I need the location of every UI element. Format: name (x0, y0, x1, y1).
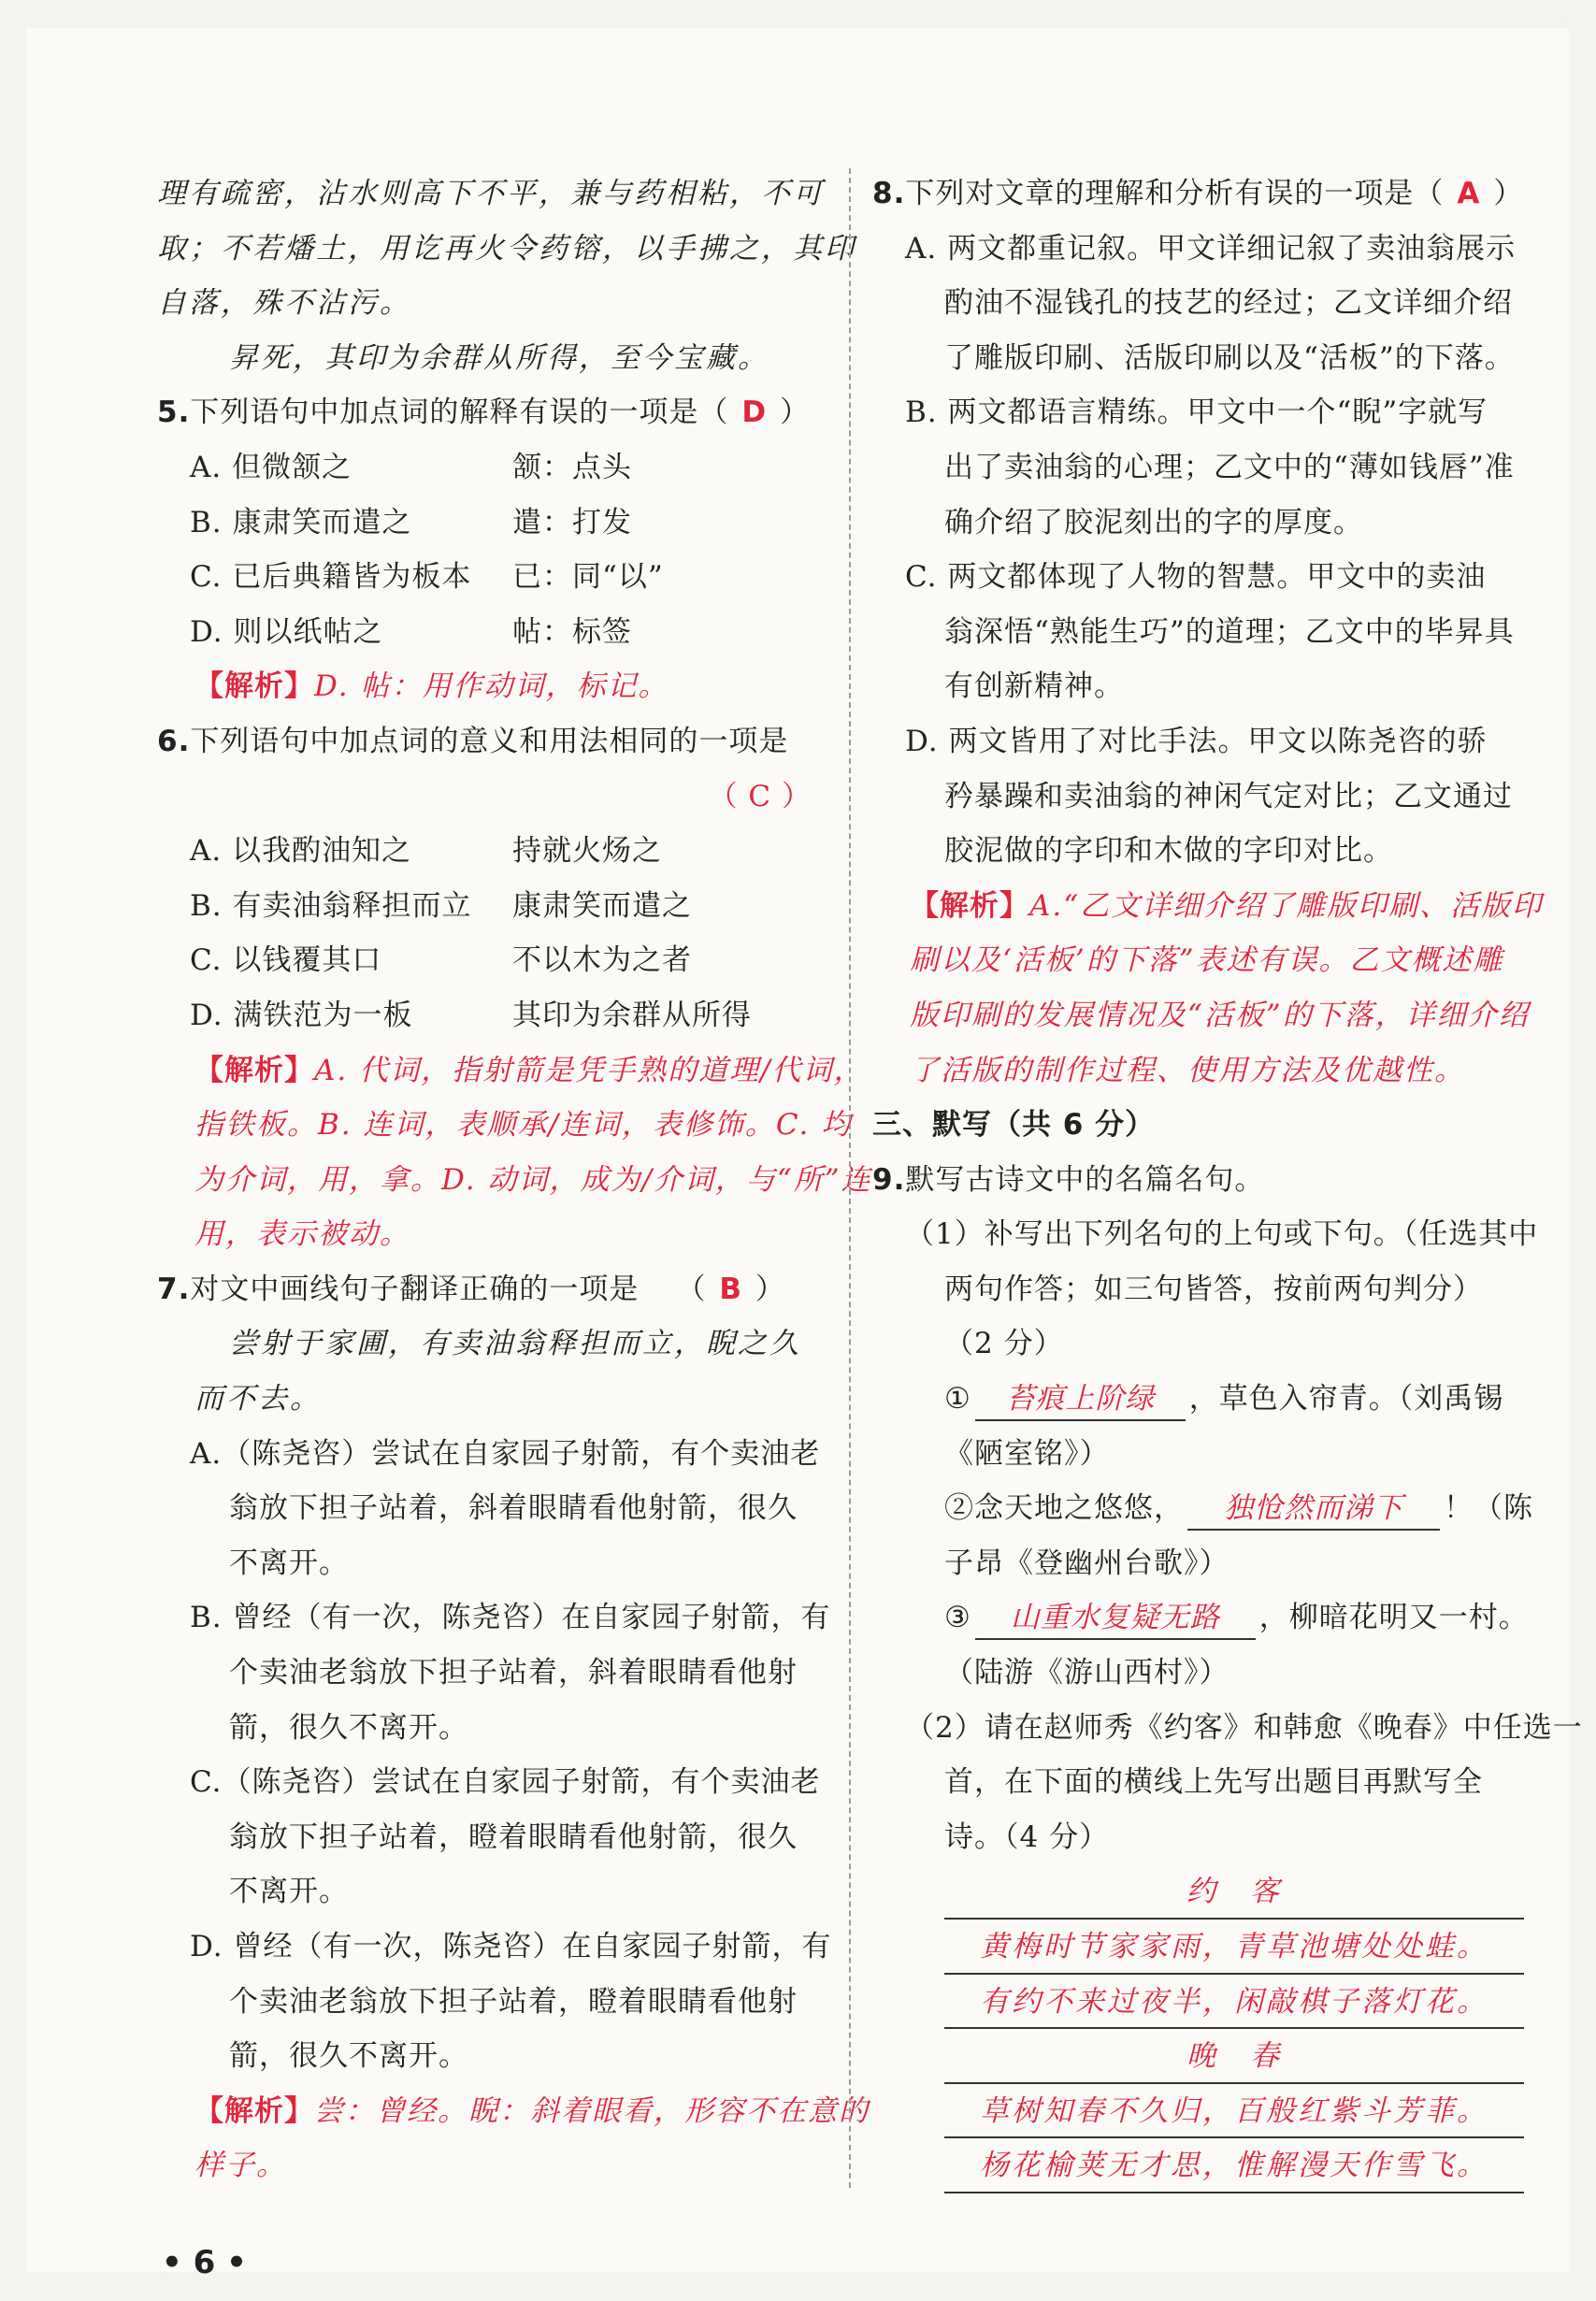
left-column (157, 166, 872, 2193)
option-text: B. 康肃笑而遣之 (190, 505, 412, 539)
option-line: B. 曾经（有一次，陈尧咨）在自家园子射箭，有 (190, 1601, 831, 1635)
subquestion-line: 首，在下面的横线上先写出题目再默写全 (944, 1765, 1483, 1800)
analysis-line (157, 1043, 865, 1099)
passage-line: 昇死，其印为余群从所得，至今宝藏。 (229, 340, 769, 375)
option-line: 有创新精神。 (944, 669, 1124, 704)
option-gloss: 遣：打发 (512, 505, 632, 539)
question-6-stem (157, 714, 830, 769)
answer-line (157, 769, 830, 825)
question-9-stem (872, 1153, 1541, 1208)
passage-line: 自落，殊不沾污。 (157, 286, 411, 321)
analysis-tag: 【解析】 (910, 888, 1029, 923)
option-gloss: 康肃笑而遣之 (512, 888, 692, 923)
option-text: C. 已后典籍皆为板本 (190, 560, 472, 595)
question-number: 6. (157, 724, 191, 758)
analysis-text: A.“乙文详细介绍了雕版印刷、活版印 (1029, 888, 1544, 923)
option-line: 翁深悟“熟能生巧”的道理；乙文中的毕昇具 (944, 614, 1515, 649)
page-number: • 6 • (162, 2244, 247, 2281)
option-line: 翁放下担子站着，斜着眼睛看他射箭，很久 (229, 1491, 798, 1526)
option-line: A. 两文都重记叙。甲文详细记叙了卖油翁展示 (905, 231, 1517, 266)
fill-blank: 苔痕上阶绿 (975, 1378, 1186, 1421)
paren-close: ） (1493, 177, 1524, 210)
poem-line: 杨花榆荚无才思，惟解漫天作雪飞。 (944, 2138, 1524, 2193)
option-row (157, 824, 830, 879)
option-text: D. 满铁范为一板 (190, 998, 413, 1032)
item-prefix: ②念天地之悠悠， (944, 1491, 1184, 1526)
analysis-line: 用，表示被动。 (194, 1217, 410, 1252)
analysis-tag: 【解析】 (194, 669, 314, 704)
analysis-line: 刷以及‘活板’的下落”表述有误。乙文概述雕 (910, 943, 1504, 978)
item-suffix: ！（陈 (1444, 1491, 1533, 1526)
poem-line: 草树知春不久归，百般红紫斗芳菲。 (944, 2084, 1524, 2139)
option-row (157, 879, 830, 934)
option-line: 不离开。 (229, 1546, 349, 1580)
question-7-stem (157, 1262, 830, 1317)
answer-mark: B (719, 1272, 742, 1306)
analysis-line: 版印刷的发展情况及“活板”的下落，详细介绍 (910, 998, 1530, 1032)
option-line: 不离开。 (229, 1875, 349, 1909)
item-source: （陆游《游山西村》） (944, 1656, 1229, 1690)
option-line: 箭，很久不离开。 (229, 1710, 468, 1745)
option-gloss: 帖：标签 (512, 614, 632, 649)
analysis-line: 指铁板。B. 连词，表顺承/连词，表修饰。C. 均 (194, 1108, 853, 1143)
passage-line: 理有疏密，沾水则高下不平，兼与药相粘，不可 (157, 177, 825, 210)
option-gloss: 颔：点头 (512, 450, 632, 484)
analysis-line (157, 659, 830, 714)
option-row (157, 605, 830, 660)
question-number: 8. (872, 177, 906, 210)
subquestion-line: （2）请在赵师秀《约客》和韩愈《晚春》中任选一 (905, 1710, 1583, 1745)
option-text: A. 但微颔之 (190, 450, 352, 484)
subquestion-line: （1）补写出下列名句的上句或下句。（任选其中 (905, 1217, 1539, 1252)
option-row (157, 933, 830, 988)
option-line: D. 曾经（有一次，陈尧咨）在自家园子射箭，有 (190, 1930, 832, 1963)
analysis-line: 样子。 (194, 2149, 287, 2183)
question-text: 下列对文章的理解和分析有误的一项是（ (905, 177, 1445, 210)
item-source: 《陋室铭》） (944, 1436, 1110, 1471)
option-line: C.（陈尧咨）尝试在自家园子射箭，有个卖油老 (190, 1765, 821, 1800)
option-line: 酌油不湿钱孔的技艺的经过；乙文详细介绍 (944, 286, 1513, 321)
page (26, 28, 1583, 2281)
analysis-line: 为介词，用，拿。D. 动词，成为/介词，与“所”连 (194, 1162, 872, 1197)
option-row (157, 988, 830, 1043)
item-suffix: ，柳暗花明又一村。 (1258, 1601, 1529, 1635)
poem-title: 约 客 (944, 1864, 1524, 1920)
question-8-stem (872, 166, 1541, 222)
analysis-text: 尝：曾经。睨：斜着眼看，形容不在意的 (314, 2093, 870, 2128)
subquestion-line: 两句作答；如三句皆答，按前两句判分） (944, 1272, 1483, 1306)
question-number: 9. (872, 1162, 906, 1197)
option-line: 箭，很久不离开。 (229, 2039, 468, 2074)
option-text: A. 以我酌油知之 (190, 834, 412, 869)
option-line: 胶泥做的字印和木做的字印对比。 (944, 834, 1393, 869)
option-line: 翁放下担子站着，瞪着眼睛看他射箭，很久 (229, 1819, 798, 1854)
answer-mark: （ C ） (708, 779, 812, 813)
option-line: 个卖油老翁放下担子站着，斜着眼睛看他射 (229, 1656, 798, 1690)
question-number: 7. (157, 1272, 191, 1306)
analysis-line (157, 2084, 870, 2139)
analysis-text: A. 代词，指射箭是凭手熟的道理/代词， (314, 1053, 865, 1087)
poem-line: 黄梅时节家家雨，青草池塘处处蛙。 (944, 1920, 1524, 1975)
poem-title: 晚 春 (944, 2029, 1524, 2084)
option-text: D. 则以纸帖之 (190, 614, 383, 649)
question-5-stem (157, 385, 830, 440)
analysis-text: D. 帖：用作动词，标记。 (314, 669, 669, 704)
option-line: D. 两文皆用了对比手法。甲文以陈尧咨的骄 (905, 724, 1488, 758)
option-line: 出了卖油翁的心理；乙文中的“薄如钱唇”准 (944, 450, 1515, 484)
question-text: 下列语句中加点词的意义和用法相同的一项是 (190, 724, 789, 758)
option-row (157, 440, 830, 496)
option-line: 了雕版印刷、活版印刷以及“活板”的下落。 (944, 340, 1515, 375)
option-text: C. 以钱覆其口 (190, 943, 382, 978)
paren-close: ） (755, 1272, 785, 1306)
paren-close: ） (780, 395, 811, 430)
option-gloss: 持就火炀之 (512, 834, 662, 869)
answer-mark: A (1457, 177, 1481, 210)
option-line: A.（陈尧咨）尝试在自家园子射箭，有个卖油老 (190, 1436, 821, 1471)
option-line: 确介绍了胶泥刻出的字的厚度。 (944, 505, 1363, 539)
question-text: 对文中画线句子翻译正确的一项是 (190, 1272, 640, 1306)
paren-open: （ (676, 1272, 707, 1306)
option-line: 个卖油老翁放下担子站着，瞪着眼睛看他射 (229, 1984, 798, 2019)
fill-blank: 独怆然而涕下 (1187, 1488, 1440, 1531)
option-line: C. 两文都体现了人物的智慧。甲文中的卖油 (905, 560, 1487, 595)
item-prefix: ③ (944, 1601, 971, 1635)
item-suffix: ，草色入帘青。（刘禹锡 (1188, 1382, 1504, 1417)
fill-blank: 山重水复疑无路 (975, 1597, 1256, 1640)
option-line: B. 两文都语言精练。甲文中一个“睨”字就写 (905, 395, 1488, 430)
fill-item (872, 1590, 1541, 1646)
poem-line: 有约不来过夜半，闲敲棋子落灯花。 (944, 1975, 1524, 2030)
subquestion-line: 诗。（4 分） (944, 1819, 1110, 1854)
analysis-line (872, 879, 1544, 934)
answer-mark: D (741, 395, 768, 430)
analysis-tag: 【解析】 (194, 1053, 314, 1087)
quoted-sentence: 而不去。 (194, 1382, 322, 1417)
fill-item (872, 1372, 1541, 1427)
analysis-line: 了活版的制作过程、使用方法及优越性。 (910, 1053, 1465, 1087)
item-prefix: ① (944, 1382, 971, 1417)
analysis-tag: 【解析】 (194, 2093, 314, 2128)
option-line: 矜暴躁和卖油翁的神闲气定对比；乙文通过 (944, 779, 1513, 813)
passage-line: 取；不若燔土，用讫再火令药镕，以手拂之，其印 (157, 231, 856, 266)
section-heading: 三、默写（共 6 分） (872, 1108, 1156, 1143)
right-column (872, 166, 1583, 2193)
subquestion-line: （2 分） (944, 1327, 1064, 1361)
question-number: 5. (157, 395, 191, 430)
question-text: 下列语句中加点词的解释有误的一项是（ (190, 395, 729, 430)
item-source: 子昂《登幽州台歌》） (944, 1546, 1229, 1580)
option-row (157, 550, 830, 605)
option-row (157, 496, 830, 551)
column-divider (849, 168, 851, 2188)
fill-item (872, 1481, 1541, 1536)
quoted-sentence: 尝射于家圃，有卖油翁释担而立，睨之久 (229, 1327, 801, 1361)
option-gloss: 已：同“以” (512, 560, 664, 595)
option-gloss: 不以木为之者 (512, 943, 692, 978)
question-text: 默写古诗文中的名篇名句。 (905, 1162, 1265, 1197)
option-text: B. 有卖油翁释担而立 (190, 888, 472, 923)
option-gloss: 其印为余群从所得 (512, 998, 752, 1032)
